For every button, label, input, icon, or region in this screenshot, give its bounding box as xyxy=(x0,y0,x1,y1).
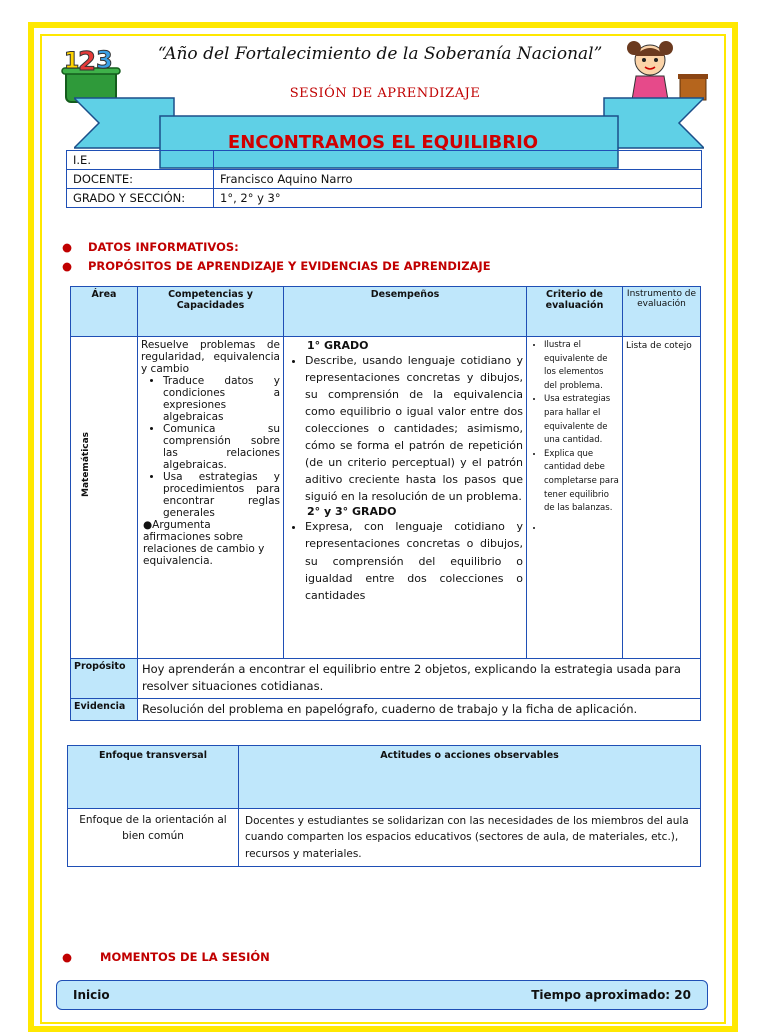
evidencia-row xyxy=(71,698,701,720)
propositos-heading: ● PROPÓSITOS DE APRENDIZAJE Y EVIDENCIAS DE APRENDIZAJE xyxy=(62,259,491,273)
session-title: SESIÓN DE APRENDIZAJE xyxy=(289,86,481,101)
evidencia-label: Evidencia xyxy=(71,698,138,720)
desempenos-cell xyxy=(284,337,527,659)
proposito-text: Hoy aprenderán a encontrar el equilibrio entre 2 objetos, explicando la estrategia usada para resolver situaciones cotidianas. xyxy=(138,659,701,699)
header-desempenos: Desempeños xyxy=(284,287,527,337)
grade-1-heading: 1° GRADO xyxy=(307,339,369,352)
actitudes-text: Docentes y estudiantes se solidarizan con las necesidades de los miembros del aula cuando comparten los espacios educativos (sectores de aula, de materiales, etc.), recursos y materiales. xyxy=(239,809,701,867)
enfoque-name: Enfoque de la orientación al bien común xyxy=(68,809,239,867)
grado-value: 1°, 2° y 3° xyxy=(214,189,702,208)
desempeno-1: • Describe, usando lenguaje cotidiano y representaciones concretas y dibujos, su comprensión de la equivalencia como equilibrio o igual valor entre dos colecciones o cantidades; asimismo, cómo se forma el patrón de repetición (de un criterio perceptual) y el patrón aditivo creciente hasta los pasos que siguió en la resolución de un problema. xyxy=(305,352,523,505)
enfoque-row xyxy=(68,809,701,867)
learning-purposes-table xyxy=(70,286,701,721)
capacidad-item: • Usa estrategias y procedimientos para encontrar reglas generales xyxy=(163,471,280,519)
content-row xyxy=(71,337,701,659)
evidencia-text: Resolución del problema en papelógrafo, cuaderno de trabajo y la ficha de aplicación. xyxy=(138,698,701,720)
criterio-item: • Ilustra el equivalente de los elementos del problema. xyxy=(544,339,619,393)
desempeno-2: • Expresa, con lenguaje cotidiano y representaciones concretas o dibujos, su comprensión del equilibrio o igualdad entre dos colecciones o cantidades xyxy=(305,518,523,603)
criterios-list xyxy=(530,339,619,535)
header-competencias: Competencias y Capacidades xyxy=(138,287,284,337)
header-area: Área xyxy=(71,287,138,337)
proposito-row xyxy=(71,659,701,699)
competencia-intro: Resuelve problemas de regularidad, equivalencia y cambio xyxy=(141,339,280,375)
header-actitudes: Actitudes o acciones observables xyxy=(239,746,701,809)
bullet-icon: ● xyxy=(62,240,73,254)
svg-text:1: 1 xyxy=(64,49,80,74)
year-motto: “Año del Fortalecimiento de la Soberanía Nacional” xyxy=(157,44,603,64)
grade-23-heading: 2° y 3° GRADO xyxy=(307,505,397,519)
bullet-icon: ● xyxy=(62,259,73,273)
table-header-row xyxy=(71,287,701,337)
criterios-cell xyxy=(527,337,623,659)
docente-row xyxy=(67,170,702,189)
inicio-label: Inicio xyxy=(73,988,110,1002)
area-label: Matemáticas xyxy=(81,431,91,497)
docente-value: Francisco Aquino Narro xyxy=(214,170,702,189)
ie-label: I.E. xyxy=(67,151,214,170)
capacidades-list xyxy=(141,375,280,519)
datos-heading: ● DATOS INFORMATIVOS: xyxy=(62,240,239,254)
proposito-label: Propósito xyxy=(71,659,138,699)
header-instrumento: Instrumento de evaluación xyxy=(623,287,701,337)
enfoque-header-row xyxy=(68,746,701,809)
criterio-item xyxy=(544,522,619,536)
momentos-heading: ● MOMENTOS DE LA SESIÓN xyxy=(62,950,270,964)
competencias-cell xyxy=(138,337,284,659)
ie-row xyxy=(67,151,702,170)
docente-label: DOCENTE: xyxy=(67,170,214,189)
header-criterio: Criterio de evaluación xyxy=(527,287,623,337)
svg-text:3: 3 xyxy=(96,46,113,74)
tiempo-label: Tiempo aproximado: 20 xyxy=(531,988,691,1002)
grado-row xyxy=(67,189,702,208)
bullet-icon: ● xyxy=(62,950,73,964)
lesson-title: ENCONTRAMOS EL EQUILIBRIO xyxy=(227,131,539,153)
info-table xyxy=(66,150,702,208)
area-cell xyxy=(71,337,138,659)
capacidad-item: • Traduce datos y condiciones a expresiones algebraicas xyxy=(163,375,280,423)
instrumento-cell: Lista de cotejo xyxy=(623,337,701,659)
capacidad-extra: ●Argumenta afirmaciones sobre relaciones de cambio y equivalencia. xyxy=(143,519,265,567)
inicio-bar xyxy=(56,980,708,1010)
capacidad-item: • Comunica su comprensión sobre las relaciones algebraicas. xyxy=(163,423,280,471)
svg-text:2: 2 xyxy=(78,47,97,77)
criterio-item: • Explica que cantidad debe completarse para tener equilibrio de las balanzas. xyxy=(544,448,619,516)
grado-label: GRADO Y SECCIÓN: xyxy=(67,189,214,208)
header-enfoque: Enfoque transversal xyxy=(68,746,239,809)
ie-value xyxy=(214,151,702,170)
section-bullets xyxy=(62,240,491,278)
enfoque-table xyxy=(67,745,701,867)
criterio-item: • Usa estrategias para hallar el equivalente de una cantidad. xyxy=(544,393,619,447)
